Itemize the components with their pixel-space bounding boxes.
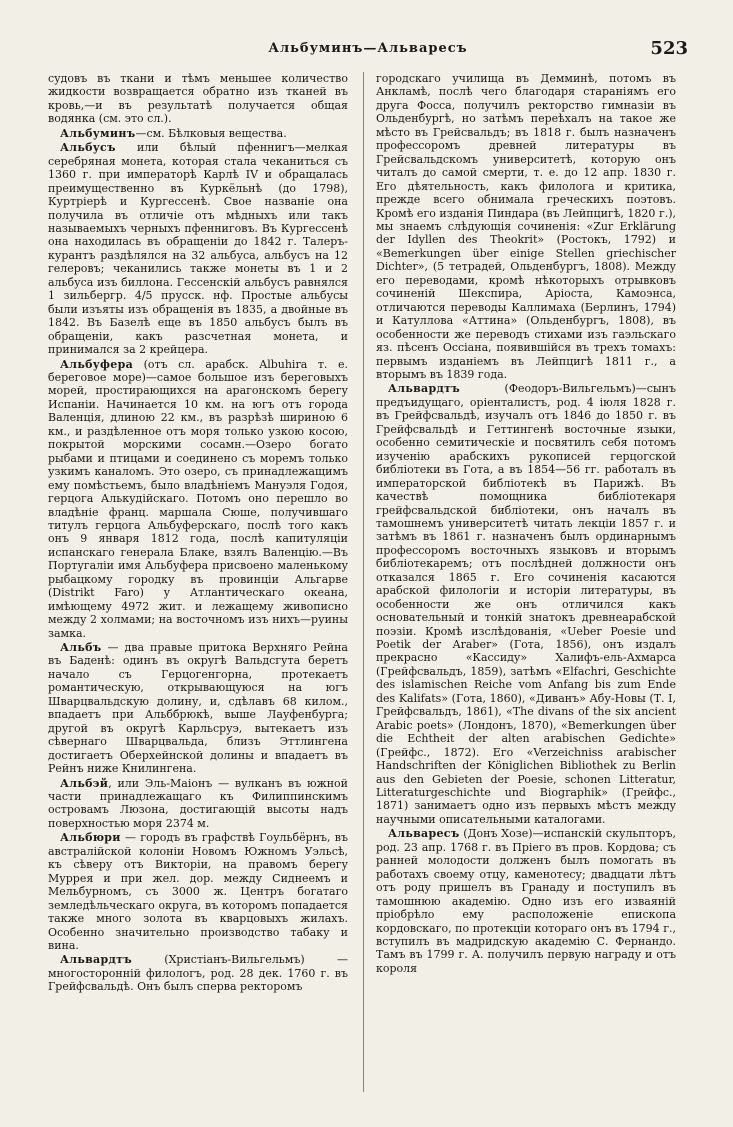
entry-text: — два правые притока Верхняго Рейна въ Баденѣ: одинъ въ округѣ Вальдсгута беретъ начало съ Герцогенгорна, протекаетъ романтическую, открывающуюся на югъ Шварцвальдскую долину, и, сдѣлавъ 68 килом., впадаетъ при Альббрюкѣ, выше Лауфенбурга; другой въ округѣ Карльсруэ, вытекаетъ изъ сѣвернаго Шварцвальда, близъ Эттлингена достигаетъ Оберхейнской долины и впадаетъ въ Рейнъ ниже Книлингена. <box>48 641 348 776</box>
entry-headword: Альбэй <box>60 776 109 790</box>
entry-text: (Феодоръ-Вильгельмъ)—сынъ предъидущаго, оріенталистъ, род. 4 іюля 1828 г. въ Грейфсвальдѣ, изучалъ отъ 1846 до 1850 г. въ Грейфсвальдѣ и Геттингенѣ восточные языки, особенно семитическіе и посвятилъ себя потомъ изученію арабскихъ рукописей герцогской библіотеки въ Гота, а въ 1854—56 гг. работалъ въ императорской библіотекѣ въ Парижѣ. Въ качествѣ помощника библіотекаря грейфсвальдской библіотеки, онъ началъ въ тамошнемъ университетѣ читать лекціи 1857 г. и затѣмъ въ 1861 г. назначенъ былъ ординарнымъ профессоромъ восточныхъ языковъ и вторымъ библіотекаремъ; отъ послѣдней должности онъ отказался 1865 г. Его сочиненія касаются арабской филологіи и исторіи литературы, въ особенности же онъ отличился какъ основательный и тонкій знатокъ древнеарабской поэзіи. Кромѣ изслѣдованія, «Ueber Poesie und Poetik der Araber» (Гота, 1856), онъ издалъ прекрасно «Кассиду» Халифъ-ель-Ахмарса (Грейфсвальдъ, 1859), затѣмъ «Elfachri, Geschichte des islamischen Reiche vom Anfang bis zum Ende des Kalifats» (Гота, 1860), «Диванъ» Абу-Новы (Т. I, Грейфсвальдъ, 1861), «The divans of the six ancient Arabic poets» (Лондонъ, 1870), «Bemerkungen über die Echtheit der alten arabischen Gedichte» (Грейфс., 1872). Его «Verzeichniss arabischer Handschriften der Königlichen Bibliothek zu Berlin aus den Gebieten der Poesie, schonen Litteratur, Litteraturgeschichte und Biographik» (Грейфс., 1871) занимаетъ одно изъ первыхъ мѣстъ между научными описательными каталогами. <box>376 382 676 826</box>
dictionary-entry <box>48 831 348 952</box>
left-column <box>48 72 348 995</box>
entry-headword: Альбусъ <box>60 141 116 155</box>
dictionary-entry <box>376 827 676 975</box>
dictionary-entry <box>48 953 348 993</box>
dictionary-entry <box>48 641 348 776</box>
dictionary-entry <box>48 141 348 356</box>
continued-text <box>48 72 348 126</box>
entry-text: судовъ въ ткани и тѣмъ меньшее количество жидкости возвращается обратно изъ тканей въ кровь,—и въ результатѣ получается общая водянка (см. это сл.). <box>48 72 348 126</box>
entry-text: или бѣлый пфеннигъ—мелкая серебряная монета, которая стала чеканиться съ 1360 г. при императорѣ Карлѣ IV и обращалась преимущественно въ Куркёльнѣ (до 1798), Куртріерѣ и Кургессенѣ. Свое названіе она получила въ отличіе отъ мѣдныхъ или такъ называемыхъ черныхъ пфенниговъ. Въ Кургессенѣ она находилась въ обращеніи до 1842 г. Талеръ-курантъ раздѣлялся на 32 альбуса, альбусъ на 12 гелеровъ; чеканились также монеты въ 1 и 2 альбуса изъ биллона. Гессенскій альбусъ равнялся 1 зильбергр. 4/5 прусск. нф. Простые альбусы были изъяты изъ обращенія въ 1835, а двойные въ 1842. Въ Базелѣ еще въ 1850 альбусъ былъ въ обращеніи, какъ разсчетная монета, и принимался за 2 крейцера. <box>48 141 348 357</box>
continued-text <box>376 72 676 381</box>
entry-text: , или Эль-Маіонъ — вулканъ въ южной части принадлежащаго къ Филиппинскимъ островамъ Люзона, достигающій высоты надъ поверхностью моря 2374 м. <box>48 776 348 830</box>
entry-headword: Альбъ <box>60 641 102 655</box>
page-header <box>48 38 688 64</box>
entry-headword: Альбуминъ <box>60 126 136 140</box>
dictionary-entry <box>48 777 348 831</box>
entry-headword: Альбюри <box>60 831 121 845</box>
right-column <box>376 72 676 976</box>
entry-text: —см. Бѣлковыя вещества. <box>135 126 287 140</box>
entry-text: (Христіанъ-Вильгельмъ) —многосторонній филологъ, род. 28 дек. 1760 г. въ Грейфсвальдѣ. Онъ былъ сперва ректоромъ <box>48 953 348 994</box>
entry-text: (Донъ Хозе)—испанскій скульпторъ, род. 23 апр. 1768 г. въ Пріего въ пров. Кордова; съ ранней молодости долженъ былъ помогать въ работахъ своему отцу, каменотесу; двадцати лѣтъ отъ роду пришелъ въ Гранаду и поступилъ въ тамошнюю академію. Одно изъ его изваяній пріобрѣло ему расположеніе епископа кордовскаго, по протекціи котораго онъ въ 1794 г., вступилъ въ мадридскую академію С. Фернандо. Тамъ въ 1799 г. А. получилъ первую награду и отъ короля <box>376 827 676 975</box>
entry-text: городскаго училища въ Демминѣ, потомъ въ Анкламѣ, послѣ чего благодаря стараніямъ его друга Фосса, получилъ ректорство гимназіи въ Ольденбургѣ, но затѣмъ переѣхалъ на такое же мѣсто въ Грейсвальдъ; въ 1818 г. былъ назначенъ профессоромъ древней литературы въ Грейсвальдскомъ университетѣ, которую онъ читалъ до самой смерти, т. е. до 12 апр. 1830 г. Его дѣятельность, какъ филолога и критика, прежде всего обнимала греческихъ поэтовъ. Кромѣ его изданія Пиндара (въ Лейпцигѣ, 1820 г.), мы знаемъ слѣдующія сочиненія: «Zur Erklärung der Idyllen des Theokrit» (Ростокъ, 1792) и «Bemerkungen über einige Stellen griechischer Dichter», (5 тетрадей, Ольденбургъ, 1808). Между его переводами, кромѣ нѣкоторыхъ отрывковъ сочиненій Шекспира, Аріоста, Камоэнса, отличаются переводы Каллимаха (Берлинъ, 1794) и Катуллова «Аттина» (Ольденбургъ, 1808), въ особенности же переводъ стихами изъ гаэльскаго яз. пѣсенъ Оссіана, появившійся въ трехъ томахъ: первымъ изданіемъ въ Лейпцигѣ 1811 г., а вторымъ въ 1839 года. <box>376 72 676 381</box>
dictionary-entry <box>48 358 348 641</box>
entry-headword: Альвардтъ <box>60 953 132 967</box>
running-title: Альбуминъ—Альваресъ <box>268 41 468 56</box>
dictionary-entry <box>376 382 676 826</box>
entry-text: — городъ въ графствѣ Гоульбёрнъ, въ австралійской колоніи Новомъ Южномъ Уэльсѣ, къ сѣверу отъ Викторіи, на правомъ берегу Муррея и при жел. дор. между Сиднеемъ и Мельбурномъ, съ 3000 ж. Центръ богатаго земледѣльческаго округа, въ которомъ попадается также много золота въ кварцовыхъ жилахъ. Особенно значительно производство табаку и вина. <box>48 831 348 952</box>
column-divider <box>363 72 364 1092</box>
entry-headword: Альвардтъ <box>388 382 460 396</box>
entry-headword: Альваресъ <box>388 827 460 841</box>
dictionary-entry <box>48 127 348 140</box>
entry-headword: Альбуфера <box>60 357 133 371</box>
entry-text: (отъ сл. арабск. Albuhira т. е. береговое море)—самое большое изъ береговыхъ морей, простирающихся на арагонскомъ берегу Испаніи. Начинается 10 км. на югъ отъ города Валенція, длиною 22 км., въ разрѣзѣ шириною 6 км., и раздѣленное отъ моря только узкою косою, покрытой морскими сосамн.—Озеро богато рыбами и птицами и соединено съ моремъ только узкимъ каналомъ. Это озеро, съ принадлежащимъ ему помѣстьемъ, было владѣніемъ Мануэля Годоя, герцога Алькудійскаго. Потомъ оно перешло во владѣніе франц. маршала Сюше, получившаго титулъ герцога Альбуферскаго, послѣ того какъ онъ 9 января 1812 года, послѣ капитуляціи испанскаго генерала Блаке, взялъ Валенцію.—Въ Португаліи имя Альбуфера присвоено маленькому рыбацкому городку въ провинціи Альгарве (Distrikt Faro) у Атлантическаго океана, имѣющему 4972 жит. и лежащему живописно между 2 холмами; на восточномъ изъ нихъ—руины замка. <box>48 357 348 640</box>
page-number: 523 <box>650 38 688 59</box>
